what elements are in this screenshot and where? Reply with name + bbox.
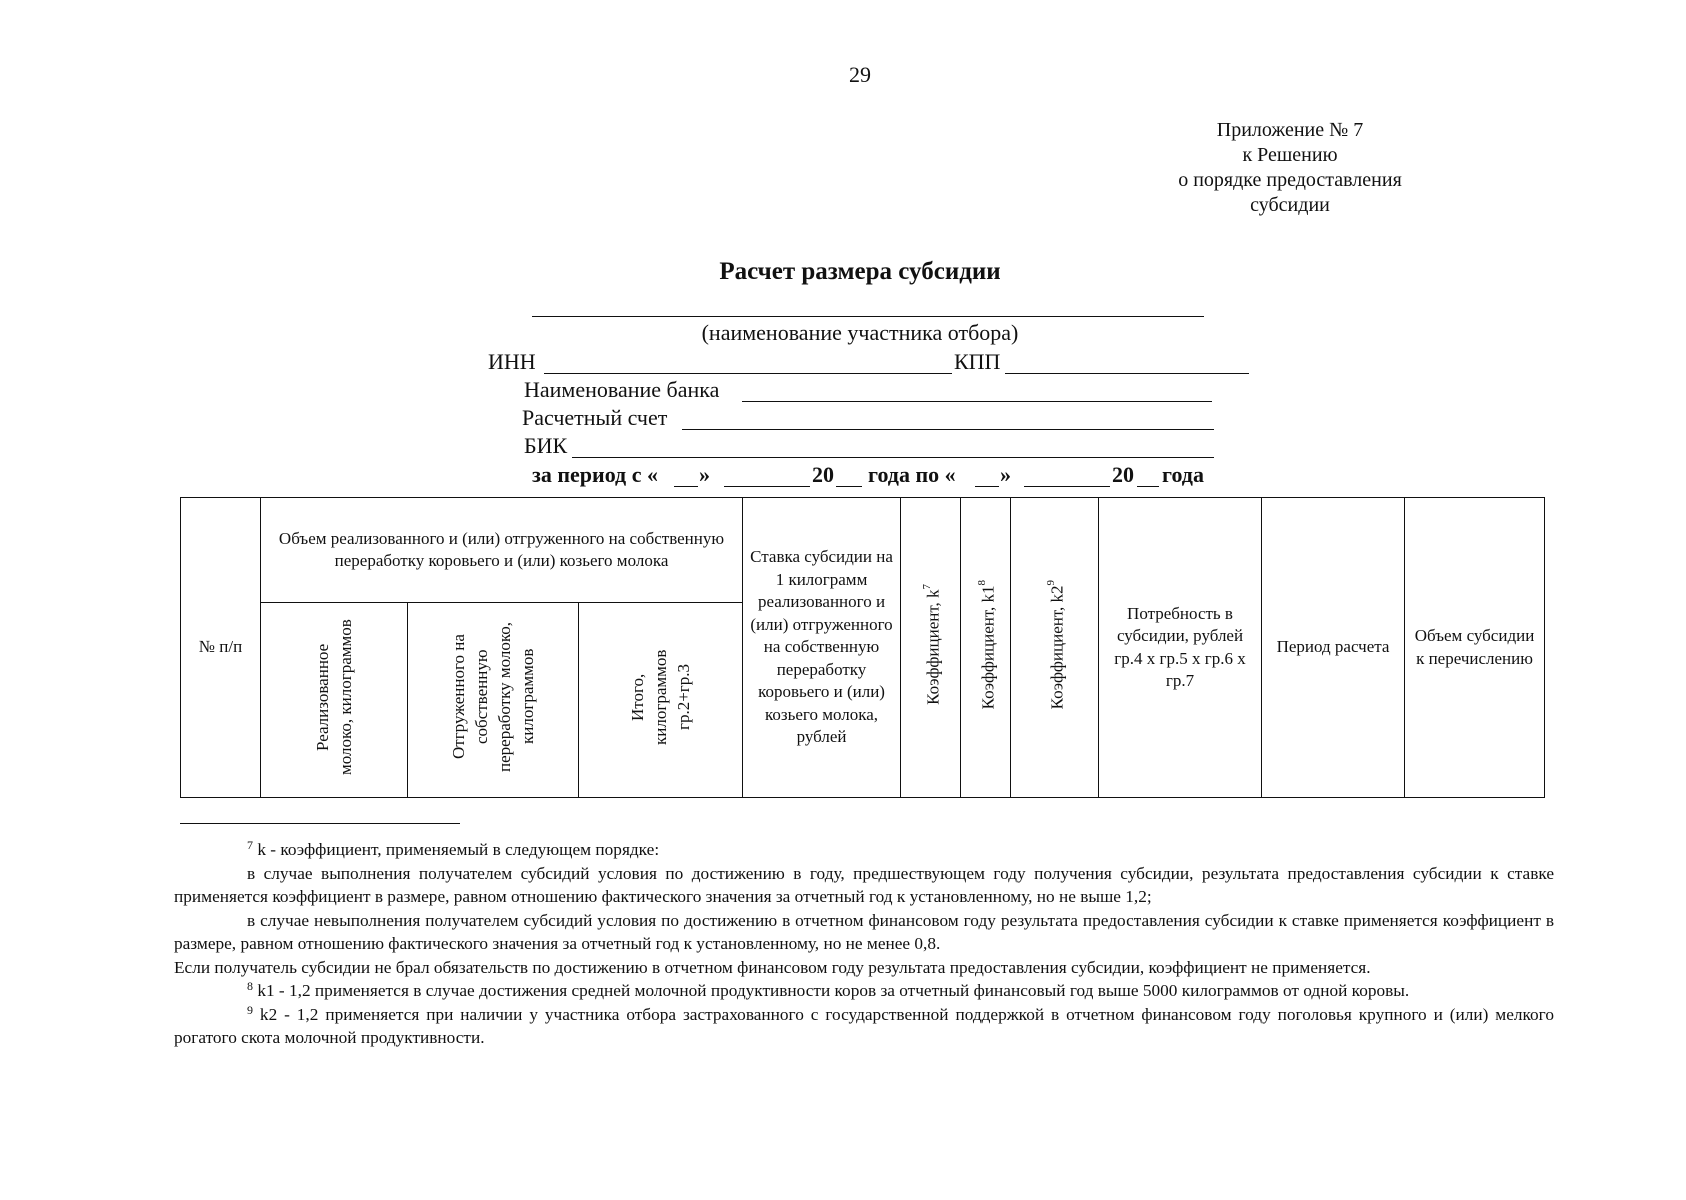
participant-name-line (532, 316, 1204, 317)
header-volume-group: Объем реализованного и (или) отгруженного на собственную переработку коровьего и (или) козьего молока (261, 498, 743, 603)
appendix-line-2: к Решению (1242, 144, 1338, 166)
period-quote-close-2: » (1000, 462, 1011, 487)
inn-label: ИНН (488, 349, 536, 374)
coef-k1-label: Коэффициент, k1 (978, 585, 998, 709)
appendix-line-3: о порядке предоставления (1178, 169, 1402, 191)
footnote-7-case-1: в случае выполнения получателем субсидий условия по достижению в году, предшествующем году получения субсидии, результата предоставления субсидии к ставке применяется коэффициент в размере, равном отношению фактического значения за отчетный год к установленному, но не выше 1,2; (174, 863, 1554, 906)
coef-k-label: Коэффициент, k (923, 589, 943, 705)
inn-field-line (544, 373, 952, 374)
account-label: Расчетный счет (522, 405, 668, 430)
footnote-9 (174, 1003, 1554, 1050)
header-sold-milk (261, 603, 408, 798)
period-year-2: 20 (1112, 462, 1134, 487)
footnote-8-mark: 8 (247, 979, 253, 993)
bik-label: БИК (524, 433, 568, 458)
period-month-1-line (724, 486, 810, 487)
document-title: Расчет размера субсидии (719, 258, 1001, 285)
account-field-line (682, 429, 1214, 430)
appendix-line-4: субсидии (1250, 194, 1330, 216)
participant-caption: (наименование участника отбора) (701, 320, 1019, 345)
footnote-7-case-2: в случае невыполнения получателем субсидий условия по достижению в отчетном финансовом году результата предоставления субсидии к ставке применяется коэффициент в размере, равном отношению фактического значения за отчетный год к установленному, но не менее 0,8. (174, 910, 1554, 953)
header-total-kg (579, 603, 743, 798)
coef-k2-label: Коэффициент, k2 (1047, 585, 1067, 709)
appendix-header (1140, 118, 1440, 218)
period-prefix: за период с « (532, 462, 658, 487)
header-shipped-milk (408, 603, 579, 798)
period-year-1: 20 (812, 462, 834, 487)
footnote-8 (174, 979, 1554, 1003)
period-year-2-line (1137, 486, 1159, 487)
coef-k1-footnote-mark: 8 (976, 579, 989, 586)
period-year-1-line (836, 486, 862, 487)
header-coef-k1 (961, 498, 1011, 798)
header-coef-k2 (1011, 498, 1099, 798)
subsidy-calculation-table (180, 497, 1545, 798)
footnote-9-text: k2 - 1,2 применяется при наличии у участника отбора застрахованного с государственной поддержкой в отчетном финансовом году поголовья крупного и (или) мелкого рогатого скота молочной продуктивности. (174, 1004, 1554, 1047)
period-suffix: года (1162, 462, 1204, 487)
shipped-milk-label: Отгруженного на собственную переработку молоко, килограммов (449, 621, 537, 772)
coef-k-footnote-mark: 7 (921, 583, 934, 590)
header-coef-k (901, 498, 961, 798)
period-month-2-line (1024, 486, 1110, 487)
appendix-line-1: Приложение № 7 (1216, 119, 1364, 141)
period-day-1-line (674, 486, 698, 487)
coef-k2-footnote-mark: 9 (1045, 579, 1058, 586)
period-day-2-line (975, 486, 999, 487)
period-quote-close-1: » (699, 462, 710, 487)
bik-field-line (572, 457, 1214, 458)
header-transfer-volume: Объем субсидии к перечислению (1405, 498, 1545, 798)
footnote-8-text: k1 - 1,2 применяется в случае достижения средней молочной продуктивности коров за отчетный финансовый год выше 5000 килограммов от одной коровы. (257, 981, 1410, 1000)
footnote-7-case-3: Если получатель субсидии не брал обязательств по достижению в отчетном финансовом году результата предоставления субсидии, коэффициент не применяется. (174, 957, 1371, 977)
sold-milk-label: Реализованное молоко, килограммов (313, 618, 355, 775)
footnote-separator (180, 823, 460, 824)
bank-label: Наименование банка (524, 377, 720, 402)
total-kg-label: Итого, килограммов гр.2+гр.3 (628, 649, 693, 745)
header-row-number: № п/п (181, 498, 261, 798)
footnote-7-intro-text: k - коэффициент, применяемый в следующем порядке: (257, 840, 660, 859)
kpp-label: КПП (954, 349, 1001, 374)
header-rate: Ставка субсидии на 1 килограмм реализованного и (или) отгруженного на собственную переработку коровьего и (или) козьего молока, рублей (743, 498, 901, 798)
period-middle: года по « (868, 462, 956, 487)
kpp-field-line (1005, 373, 1249, 374)
page-number: 29 (849, 62, 871, 87)
footnote-7-intro (174, 838, 1554, 862)
footnote-7-mark: 7 (247, 838, 253, 852)
bank-field-line (742, 401, 1212, 402)
footnote-9-mark: 9 (247, 1002, 253, 1017)
header-subsidy-need: Потребность в субсидии, рублей гр.4 х гр.5 х гр.6 х гр.7 (1099, 498, 1262, 798)
header-calculation-period: Период расчета (1262, 498, 1405, 798)
footnotes (174, 838, 1554, 1050)
